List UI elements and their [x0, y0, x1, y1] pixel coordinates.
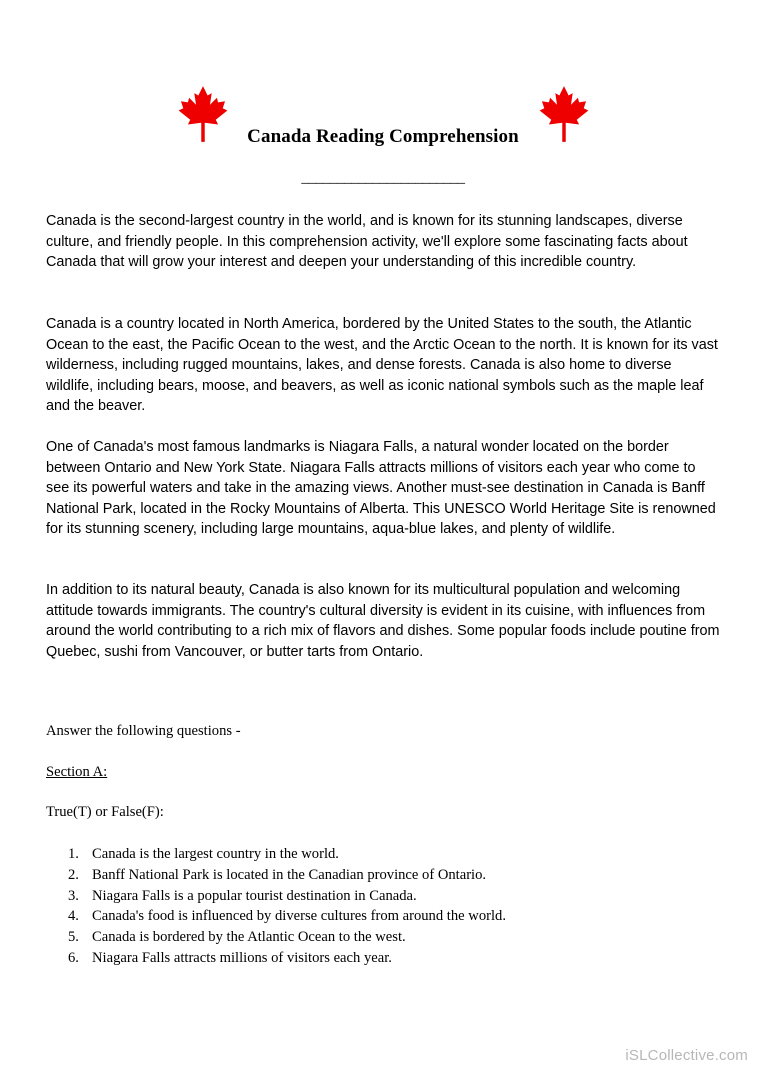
question-text: Banff National Park is located in the Canadian province of Ontario. [92, 866, 487, 883]
section-heading: Section A: [46, 764, 108, 780]
passage-paragraph-landmarks: One of Canada's most famous landmarks is Niagara Falls, a natural wonder located on the border between Ontario and New York State. Niagara Falls attracts millions of visitors each year who come to see its powerful waters and take in the amazing views. Another must-see destination in Canada is Banff National Park, located in the Rocky Mountains of Alberta. This UNESCO World Heritage Site is renowned for its stunning scenery, including large mountains, aqua-blue lakes, and plenty of wildlife. [46, 439, 716, 538]
question-number: 3. [68, 887, 79, 904]
question-item [46, 844, 506, 865]
question-number: 2. [68, 866, 79, 883]
true-false-label: True(T) or False(F): [46, 804, 164, 820]
passage-paragraph-culture: In addition to its natural beauty, Canada is also known for its multicultural population and welcoming attitude towards immigrants. The country's cultural diversity is evident in its cuisine, with influences from around the world contributing to a rich mix of flavors and dishes. Some popular foods include poutine from Quebec, sushi from Vancouver, or butter tarts from Ontario. [46, 582, 720, 660]
question-list [46, 844, 506, 969]
question-item [46, 865, 506, 886]
name-blank-line: _______________________ [301, 170, 465, 186]
question-item [46, 906, 506, 927]
question-text: Niagara Falls is a popular tourist destination in Canada. [92, 887, 417, 904]
question-item [46, 948, 506, 969]
question-number: 4. [68, 908, 79, 925]
question-item [46, 927, 506, 948]
watermark-logo: iSLCollective.com [625, 1047, 748, 1064]
question-text: Canada is the largest country in the world. [92, 846, 339, 862]
passage-paragraph-intro: Canada is the second-largest country in the world, and is known for its stunning landscapes, diverse culture, and friendly people. In this comprehension activity, we'll explore some fascinating facts about Canada that will grow your interest and deepen your understanding of this incredible country. [46, 213, 688, 271]
question-text: Canada is bordered by the Atlantic Ocean to the west. [92, 929, 406, 946]
question-text: Niagara Falls attracts millions of visitors each year. [92, 949, 392, 966]
question-number: 1. [68, 846, 79, 862]
worksheet-title: Canada Reading Comprehension [247, 126, 519, 147]
questions-instructions: Answer the following questions - [46, 723, 241, 739]
question-item [46, 886, 506, 907]
question-number: 6. [68, 949, 79, 966]
passage-paragraph-geography: Canada is a country located in North America, bordered by the United States to the south, the Atlantic Ocean to the east, the Pacific Ocean to the west, and the Arctic Ocean to the north. It is known for its vast wilderness, including rugged mountains, lakes, and dense forests. Canada is also home to diverse wildlife, including bears, moose, and beavers, as well as iconic national symbols such as the maple leaf and the beaver. [46, 316, 718, 415]
question-number: 5. [68, 929, 79, 946]
question-text: Canada's food is influenced by diverse cultures from around the world. [92, 908, 506, 925]
